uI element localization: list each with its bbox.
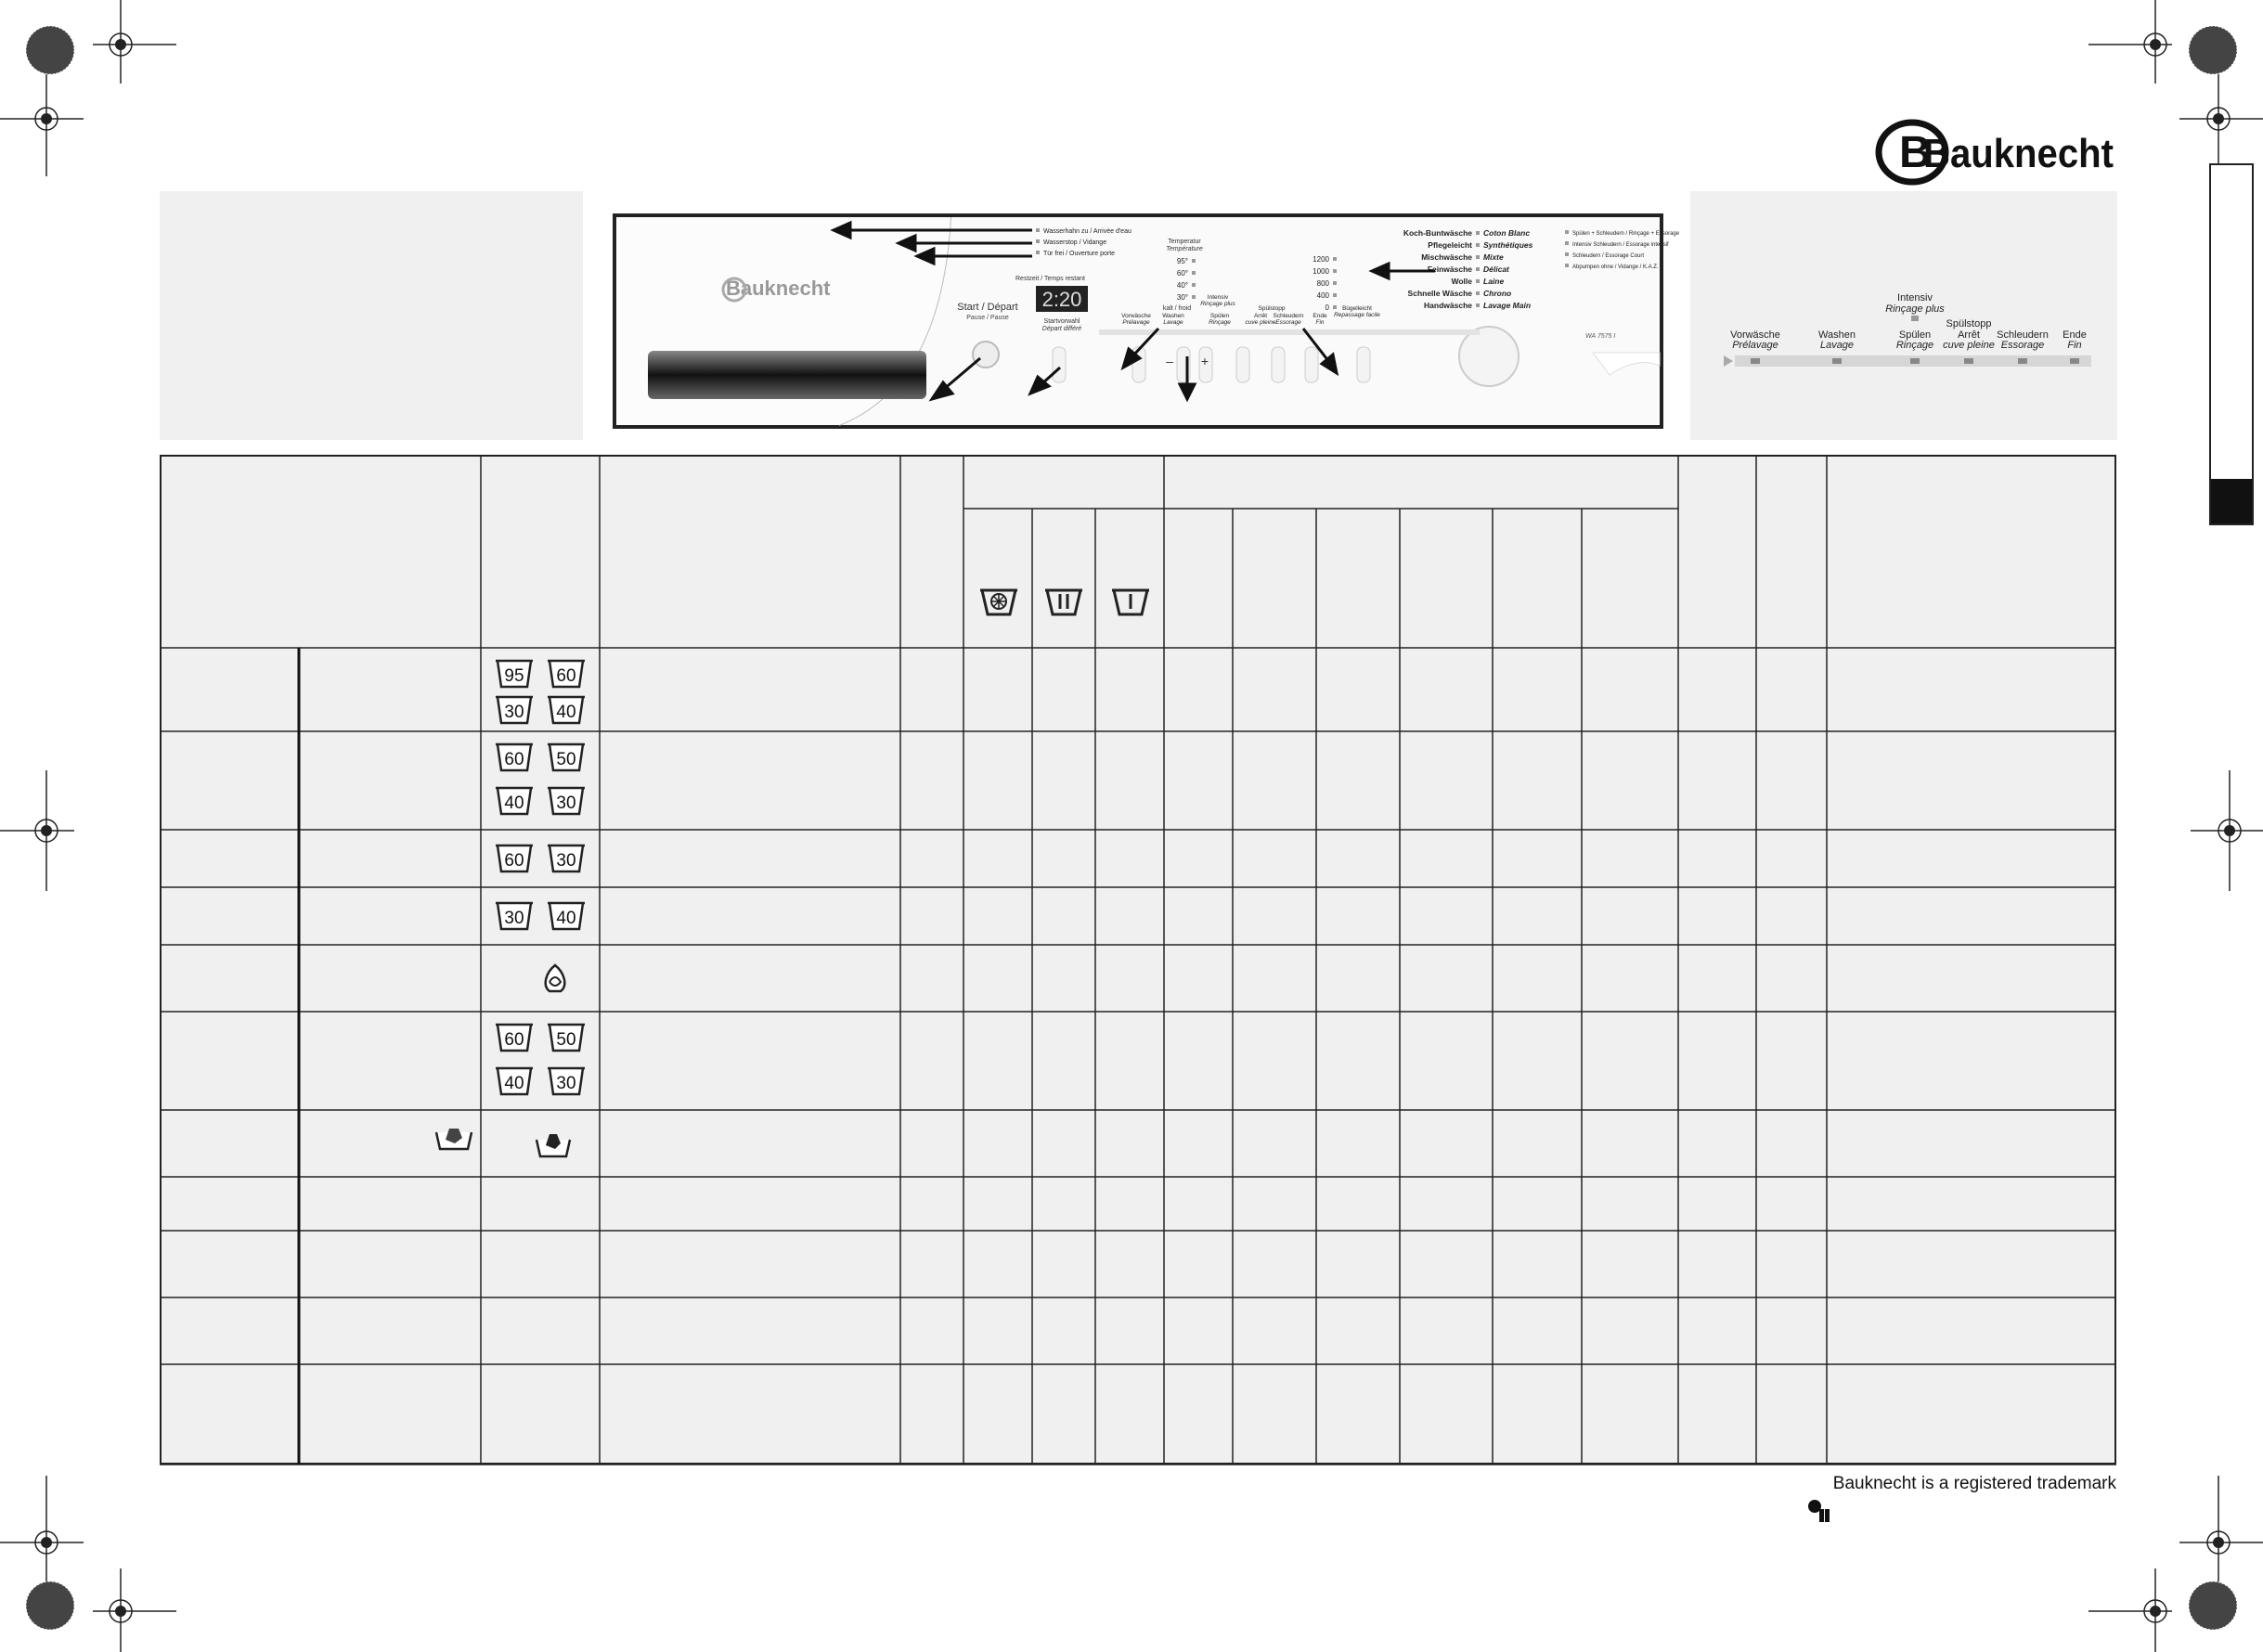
cold-label: kalt / froid bbox=[1162, 305, 1192, 312]
panel-key bbox=[1272, 347, 1285, 382]
care-label-icon bbox=[548, 661, 585, 687]
programme-table-grid bbox=[160, 455, 2117, 1466]
panel-restzeit: Restzeit / Temps restant bbox=[1015, 276, 1085, 282]
progress-stage-led bbox=[1910, 358, 1920, 364]
care-label-icon bbox=[496, 903, 533, 929]
program-name-fr: Synthétiques bbox=[1483, 240, 1533, 250]
svg-text:30: 30 bbox=[556, 1074, 576, 1093]
recycle-logo-icon bbox=[1806, 1498, 1834, 1526]
warning-led bbox=[1036, 251, 1040, 254]
program-name-fr: Lavage Main bbox=[1483, 301, 1532, 310]
program-name-de: Wolle bbox=[1451, 277, 1472, 286]
extra-program-label: Schleudern / Essorage Court bbox=[1572, 253, 1645, 259]
progress-stage-label: Schleudern bbox=[1997, 329, 2049, 341]
spin-speed-option: 0 bbox=[1325, 303, 1329, 312]
temperature-option: 30° bbox=[1176, 293, 1188, 302]
brand-name: Bauknecht bbox=[1923, 131, 2114, 176]
program-name-de: Mischwäsche bbox=[1421, 252, 1472, 262]
panel-button-label: Schleudern bbox=[1273, 313, 1304, 319]
svg-text:95: 95 bbox=[504, 666, 524, 686]
panel-key bbox=[1357, 347, 1370, 382]
progress-stage-label-fr: Fin bbox=[2067, 340, 2082, 351]
panel-button-label: Intensiv bbox=[1207, 294, 1229, 301]
care-label-icon bbox=[548, 845, 585, 871]
care-label-icon bbox=[548, 788, 585, 814]
panel-button-label-fr: Rinçage bbox=[1209, 319, 1231, 326]
care-label-icon bbox=[496, 661, 533, 687]
svg-text:50: 50 bbox=[556, 1030, 576, 1050]
progress-stage-led bbox=[1964, 358, 1973, 364]
care-label-icon bbox=[496, 1025, 533, 1051]
program-name-de: Koch-Buntwäsche bbox=[1403, 228, 1472, 238]
spin-speed-option: 400 bbox=[1316, 291, 1329, 300]
panel-delay-label: Startvorwahl bbox=[1043, 318, 1080, 325]
care-label-icon bbox=[496, 845, 533, 871]
progress-stage-led bbox=[2018, 358, 2027, 364]
extra-program-label: Abpumpen ohne / Vidange / K.A.Z. bbox=[1572, 265, 1659, 270]
care-label-icon bbox=[496, 697, 533, 723]
svg-text:60: 60 bbox=[504, 750, 524, 769]
temperature-option: 40° bbox=[1176, 281, 1188, 290]
panel-key bbox=[1236, 347, 1249, 382]
progress-indicator bbox=[1690, 191, 2117, 440]
detergent-drawer bbox=[648, 351, 926, 399]
progress-intensiv: Intensiv bbox=[1897, 292, 1933, 303]
panel-button-label-fr: Prélavage bbox=[1122, 319, 1150, 326]
crosshair-icon bbox=[84, 0, 176, 93]
extra-program-label: Spülen + Schleudern / Rinçage + Essorage bbox=[1572, 231, 1680, 237]
progress-stage-label: Arrêt bbox=[1958, 329, 1980, 341]
program-name-fr: Délicat bbox=[1483, 265, 1509, 274]
panel-button-label: Vorwäsche bbox=[1121, 313, 1151, 319]
svg-text:30: 30 bbox=[556, 851, 576, 871]
registration-mark-bottom-right-circle bbox=[2176, 1568, 2250, 1643]
progress-stage-label: Ende bbox=[2063, 329, 2087, 341]
progress-stage-led bbox=[1832, 358, 1842, 364]
panel-button-label: Spülen bbox=[1209, 313, 1230, 319]
spin-speed-option: 1200 bbox=[1313, 255, 1329, 264]
svg-text:40: 40 bbox=[556, 909, 576, 928]
warning-label: Tür frei / Ouverture porte bbox=[1043, 251, 1116, 257]
spin-speed-option: 1000 bbox=[1313, 267, 1329, 276]
progress-stage-label-fr: Prélavage bbox=[1732, 340, 1778, 351]
care-label-icon bbox=[548, 903, 585, 929]
svg-text:50: 50 bbox=[556, 750, 576, 769]
svg-text:40: 40 bbox=[504, 1074, 524, 1093]
care-label-icon bbox=[496, 1068, 533, 1094]
panel-button-label: Ende bbox=[1313, 313, 1327, 319]
care-label-icon bbox=[548, 1025, 585, 1051]
plus-label: + bbox=[1200, 354, 1209, 368]
panel-delay-label-fr: Départ différé bbox=[1041, 326, 1082, 332]
warning-label: Wasserhahn zu / Arrivée d'eau bbox=[1043, 228, 1132, 235]
warning-led bbox=[1036, 228, 1040, 232]
panel-model: WA 7575 I bbox=[1585, 333, 1616, 340]
side-tab-marker bbox=[2209, 163, 2254, 525]
program-name-fr: Chrono bbox=[1483, 289, 1512, 298]
svg-text:60: 60 bbox=[504, 851, 524, 871]
svg-text:B: B bbox=[1899, 128, 1932, 177]
program-name-de: Schnelle Wäsche bbox=[1407, 289, 1472, 298]
panel-brand: Bauknecht bbox=[726, 277, 831, 300]
warning-led bbox=[1036, 239, 1040, 243]
minus-label: – bbox=[1166, 354, 1173, 368]
crosshair-icon bbox=[2181, 770, 2263, 891]
svg-text:60: 60 bbox=[504, 1030, 524, 1050]
left-blank-panel bbox=[160, 191, 583, 440]
panel-button-label-fr: Rinçage plus bbox=[1200, 301, 1235, 307]
progress-stage-label-fr: Lavage bbox=[1819, 340, 1855, 351]
progress-stage-label: Washen bbox=[1818, 329, 1856, 341]
svg-text:30: 30 bbox=[504, 909, 524, 928]
panel-button-label: Arrêt bbox=[1253, 313, 1268, 319]
panel-button-label-fr: cuve pleine bbox=[1245, 319, 1276, 326]
temperature-option: 95° bbox=[1176, 257, 1188, 265]
spin-speed-option: 800 bbox=[1316, 279, 1329, 288]
panel-display-value: 2:20 bbox=[1041, 288, 1082, 311]
program-name-fr: Mixte bbox=[1483, 252, 1504, 262]
svg-text:30: 30 bbox=[504, 703, 524, 722]
crosshair-icon bbox=[2088, 0, 2181, 93]
panel-button-label-fr: Fin bbox=[1315, 319, 1325, 326]
temperature-option: 60° bbox=[1176, 269, 1188, 277]
temp-title-fr: Température bbox=[1166, 246, 1203, 252]
panel-key bbox=[1053, 347, 1066, 382]
panel-button-label-fr: Essorage bbox=[1275, 319, 1301, 326]
control-panel-drawing bbox=[616, 217, 1680, 425]
svg-text:60: 60 bbox=[556, 666, 576, 686]
trademark-note: Bauknecht is a registered trademark bbox=[1832, 1474, 2116, 1493]
crosshair-icon bbox=[84, 1559, 176, 1652]
registration-mark-bottom-left-circle bbox=[13, 1568, 87, 1643]
control-panel-illustration bbox=[613, 213, 1680, 429]
program-name-de: Pflegeleicht bbox=[1428, 240, 1472, 250]
program-name-de: Handwäsche bbox=[1424, 301, 1472, 310]
panel-button-label: Spülstopp bbox=[1258, 305, 1286, 312]
progress-spuelstopp: Spülstopp bbox=[1946, 318, 1992, 329]
temp-title: Temperatur bbox=[1168, 239, 1201, 245]
panel-button-label-fr: Lavage bbox=[1163, 319, 1183, 326]
panel-pause-label: Pause / Pause bbox=[966, 315, 1009, 321]
care-label-icon bbox=[496, 788, 533, 814]
panel-button-label: Washen bbox=[1162, 313, 1184, 319]
progress-stage-label-fr: cuve pleine bbox=[1943, 340, 1995, 351]
svg-text:30: 30 bbox=[556, 794, 576, 813]
progress-rincage-plus: Rinçage plus bbox=[1885, 303, 1945, 315]
care-label-icon bbox=[548, 697, 585, 723]
care-label-icon bbox=[548, 1068, 585, 1094]
warning-label: Wasserstop / Vidange bbox=[1043, 239, 1107, 246]
progress-stage-label: Spülen bbox=[1898, 329, 1932, 341]
svg-text:40: 40 bbox=[504, 794, 524, 813]
progress-stage-led bbox=[1751, 358, 1760, 364]
progress-stage-label-fr: Essorage bbox=[2000, 340, 2045, 351]
crosshair-icon bbox=[0, 74, 93, 186]
crosshair-icon bbox=[0, 770, 84, 891]
start-button bbox=[973, 342, 999, 368]
program-dial bbox=[1459, 327, 1519, 386]
progress-stage-label-fr: Rinçage bbox=[1895, 340, 1934, 351]
panel-key bbox=[1305, 347, 1318, 382]
program-name-fr: Laine bbox=[1483, 277, 1505, 286]
care-label-icon bbox=[496, 744, 533, 770]
program-name-de: Feinwäsche bbox=[1427, 265, 1472, 274]
program-name-fr: Coton Blanc bbox=[1483, 228, 1531, 238]
panel-start-label: Start / Départ bbox=[957, 302, 1018, 313]
extra-program-label: Intensiv Schleudern / Essorage intensif bbox=[1572, 242, 1669, 248]
care-label-icon bbox=[548, 744, 585, 770]
crosshair-icon bbox=[2088, 1559, 2181, 1652]
panel-button-label-fr: Repassage facile bbox=[1334, 312, 1380, 318]
progress-stage-led bbox=[2070, 358, 2079, 364]
panel-button-label: Bügelleicht bbox=[1342, 305, 1372, 312]
bauknecht-logo bbox=[1875, 119, 2121, 186]
programme-table bbox=[160, 455, 2117, 1466]
progress-stage-label: Vorwäsche bbox=[1730, 329, 1780, 341]
svg-text:40: 40 bbox=[556, 703, 576, 722]
